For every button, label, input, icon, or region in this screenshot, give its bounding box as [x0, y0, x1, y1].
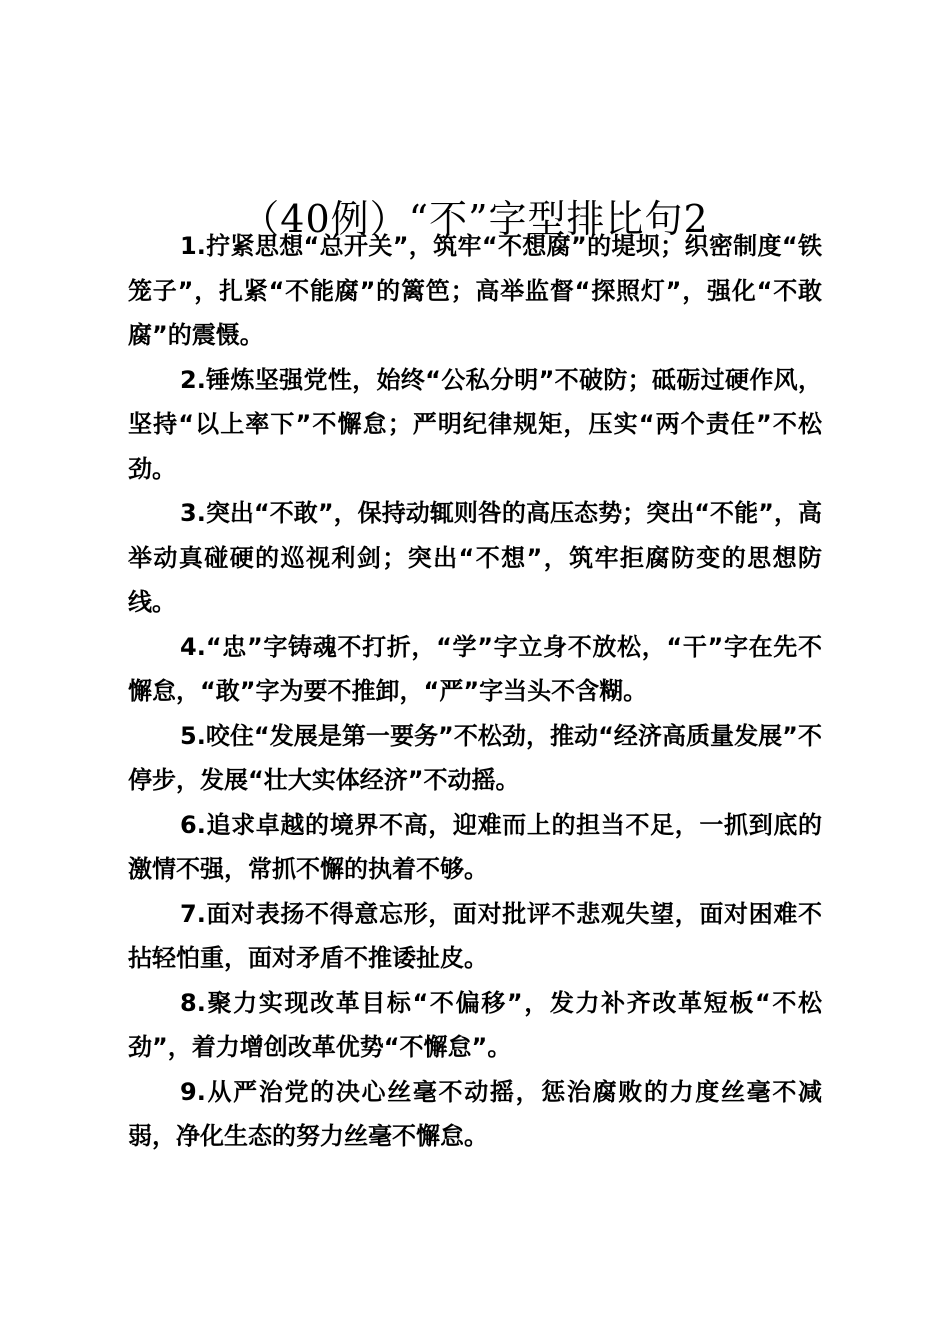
paragraph-6: 6.追求卓越的境界不高，迎难而上的担当不足，一抓到底的激情不强，常抓不懈的执着不够。	[128, 810, 822, 883]
paragraph-5: 5.咬住“发展是第一要务”不松劲，推动“经济高质量发展”不停步，发展“壮大实体经济”不动摇。	[128, 721, 822, 794]
paragraph-3: 3.突出“不敢”，保持动辄则咎的高压态势；突出“不能”，高举动真碰硬的巡视利剑；突出“不想”，筑牢拒腐防变的思想防线。	[128, 499, 822, 616]
paragraph-4: 4.“忠”字铸魂不打折，“学”字立身不放松，“干”字在先不懈怠，“敢”字为要不推卸，“严”字当头不含糊。	[128, 632, 822, 705]
paragraph-8: 8.聚力实现改革目标“不偏移”，发力补齐改革短板“不松劲”，着力增创改革优势“不懈怠”。	[128, 988, 822, 1061]
paragraph-1: 1.拧紧思想“总开关”，筑牢“不想腐”的堤坝；织密制度“铁笼子”，扎紧“不能腐”的篱笆；高举监督“探照灯”，强化“不敢腐”的震慑。	[128, 232, 822, 349]
paragraph-9: 9.从严治党的决心丝毫不动摇，惩治腐败的力度丝毫不减弱，净化生态的努力丝毫不懈怠。	[128, 1077, 822, 1150]
paragraph-2: 2.锤炼坚强党性，始终“公私分明”不破防；砥砺过硬作风，坚持“以上率下”不懈怠；严明纪律规矩，压实“两个责任”不松劲。	[128, 365, 822, 483]
document-body	[128, 224, 822, 1159]
paragraph-7: 7.面对表扬不得意忘形，面对批评不悲观失望，面对困难不拈轻怕重，面对矛盾不推诿扯皮。	[128, 899, 822, 972]
document-title: （40例）“不”字型排比句2	[241, 197, 709, 242]
